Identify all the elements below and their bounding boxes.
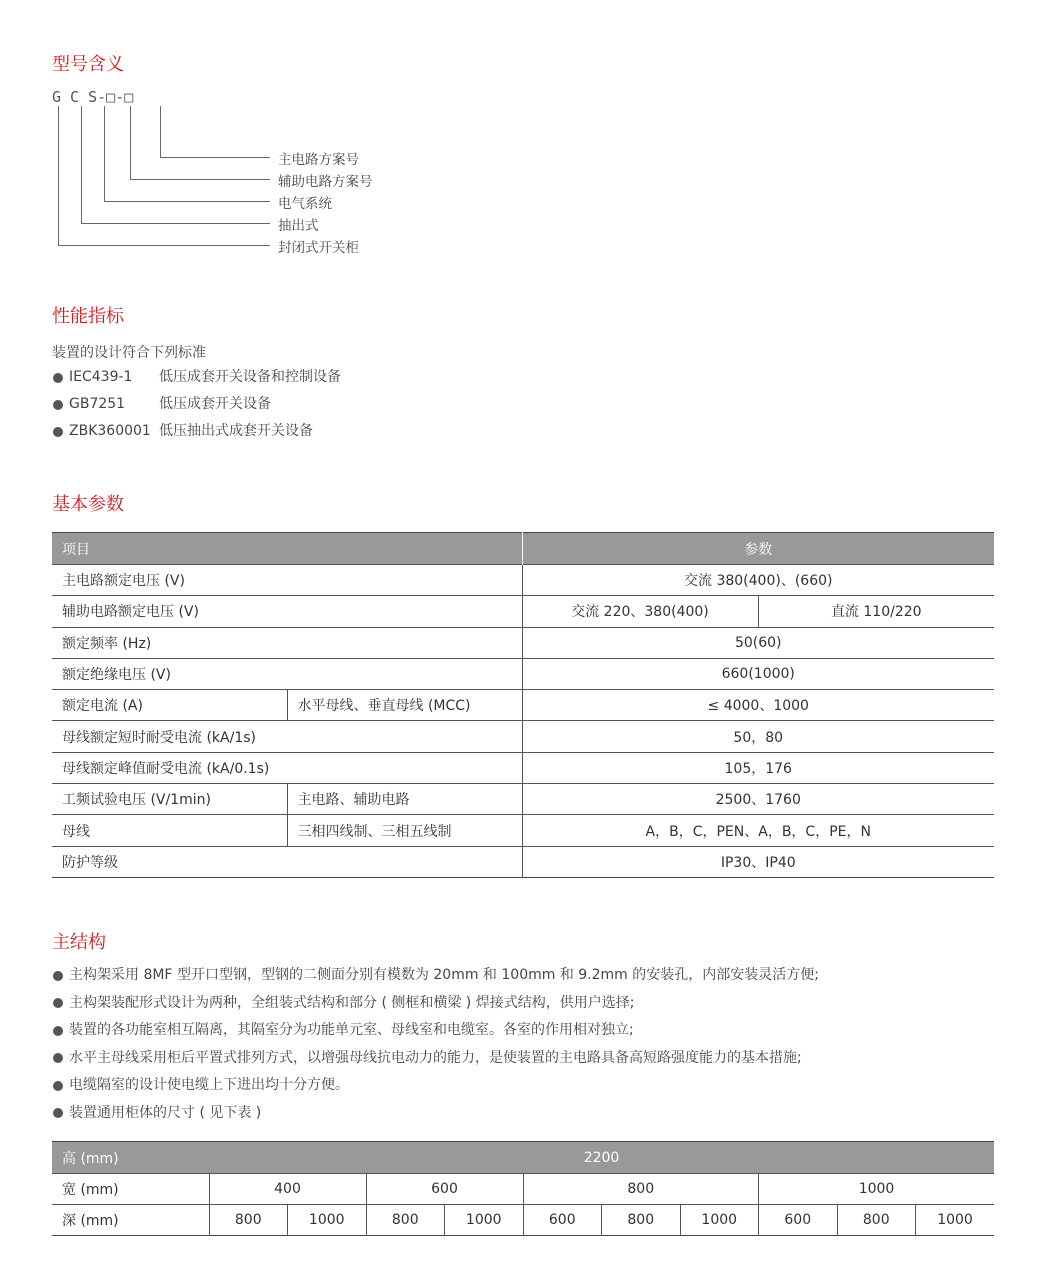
leader-line xyxy=(160,106,161,157)
leader-line xyxy=(104,106,105,201)
list-item: 电缆隔室的设计使电缆上下进出均十分方便。 xyxy=(52,1072,819,1100)
param-value: 交流 220、380(400) xyxy=(522,596,758,627)
table-row xyxy=(52,815,994,846)
table-row xyxy=(52,1174,994,1205)
leader-line xyxy=(81,106,82,223)
leader-line xyxy=(58,245,270,246)
table-row xyxy=(52,1205,994,1236)
depth-value: 800 xyxy=(366,1205,445,1236)
param-item: 主电路额定电压 (V) xyxy=(52,565,522,596)
param-item: 母线 xyxy=(52,815,287,846)
leader-line xyxy=(130,106,131,179)
height-label: 高 (mm) xyxy=(52,1142,209,1174)
list-item: 装置通用柜体的尺寸 ( 见下表 ) xyxy=(52,1100,819,1128)
table-row xyxy=(52,721,994,752)
depth-value: 1000 xyxy=(916,1205,995,1236)
list-item: 水平主母线采用柜后平置式排列方式，以增强母线抗电动力的能力，是使装置的主电路具备高短路强度能力的基本措施; xyxy=(52,1045,819,1073)
performance-intro: 装置的设计符合下列标准 xyxy=(52,345,206,361)
param-item: 额定绝缘电压 (V) xyxy=(52,658,522,689)
table-row xyxy=(52,627,994,658)
section-title-basic: 基本参数 xyxy=(52,494,124,515)
list-item: 主构架采用 8MF 型开口型钢，型钢的二侧面分别有模数为 20mm 和 100mm 和 9.2mm 的安装孔，内部安装灵活方便; xyxy=(52,962,819,990)
width-value: 1000 xyxy=(759,1174,995,1205)
leader-line xyxy=(104,201,270,202)
depth-value: 600 xyxy=(523,1205,602,1236)
list-item: 装置的各功能室相互隔离，其隔室分为功能单元室、母线室和电缆室。各室的作用相对独立; xyxy=(52,1017,819,1045)
depth-value: 800 xyxy=(837,1205,916,1236)
table-row xyxy=(52,690,994,721)
param-value: 2500、1760 xyxy=(522,784,994,815)
table-row xyxy=(52,752,994,783)
standard-desc: 低压成套开关设备和控制设备 xyxy=(159,369,341,385)
model-label: 电气系统 xyxy=(278,196,332,212)
table-row xyxy=(52,596,994,627)
depth-value: 1000 xyxy=(288,1205,367,1236)
table-header: 参数 xyxy=(522,533,994,565)
param-item: 工频试验电压 (V/1min) xyxy=(52,784,287,815)
depth-label: 深 (mm) xyxy=(52,1205,209,1236)
param-item: 母线额定峰值耐受电流 (kA/0.1s) xyxy=(52,752,522,783)
table-header: 项目 xyxy=(52,533,522,565)
table-row xyxy=(52,784,994,815)
leader-line xyxy=(130,179,270,180)
depth-value: 800 xyxy=(602,1205,681,1236)
model-label: 抽出式 xyxy=(278,218,319,234)
depth-value: 800 xyxy=(209,1205,288,1236)
standard-desc: 低压抽出式成套开关设备 xyxy=(159,423,313,439)
param-value: A，B，C，PEN、A，B，C，PE，N xyxy=(522,815,994,846)
standard-desc: 低压成套开关设备 xyxy=(159,396,271,412)
list-item xyxy=(52,391,341,418)
list-item xyxy=(52,364,341,391)
structure-list xyxy=(52,962,819,1127)
param-value: 660(1000) xyxy=(522,658,994,689)
param-value: ≤ 4000、1000 xyxy=(522,690,994,721)
param-item: 辅助电路额定电压 (V) xyxy=(52,596,522,627)
param-item: 额定电流 (A) xyxy=(52,690,287,721)
param-sub: 水平母线、垂直母线 (MCC) xyxy=(287,690,522,721)
param-item: 母线额定短时耐受电流 (kA/1s) xyxy=(52,721,522,752)
params-table xyxy=(52,532,994,878)
table-row xyxy=(52,658,994,689)
standard-code: IEC439-1 xyxy=(69,369,133,385)
param-value: 交流 380(400)、(660) xyxy=(522,565,994,596)
param-value: 50，80 xyxy=(522,721,994,752)
section-title-performance: 性能指标 xyxy=(52,306,124,327)
standards-list xyxy=(52,364,341,445)
leader-line xyxy=(160,157,270,158)
dimensions-table xyxy=(52,1141,994,1236)
table-header-row xyxy=(52,1142,994,1174)
param-value: 50(60) xyxy=(522,627,994,658)
width-value: 600 xyxy=(366,1174,523,1205)
section-title-structure: 主结构 xyxy=(52,932,106,953)
param-item: 防护等级 xyxy=(52,846,522,877)
width-value: 800 xyxy=(523,1174,759,1205)
leader-line xyxy=(58,106,59,245)
list-item xyxy=(52,418,341,445)
list-item: 主构架装配形式设计为两种，全组装式结构和部分 ( 侧框和横梁 ) 焊接式结构，供用户选择; xyxy=(52,990,819,1018)
table-header-row xyxy=(52,533,994,565)
table-row xyxy=(52,846,994,877)
param-sub: 主电路、辅助电路 xyxy=(287,784,522,815)
param-value: 直流 110/220 xyxy=(758,596,994,627)
depth-value: 1000 xyxy=(445,1205,524,1236)
width-label: 宽 (mm) xyxy=(52,1174,209,1205)
height-value: 2200 xyxy=(209,1142,994,1174)
param-value: IP30、IP40 xyxy=(522,846,994,877)
param-item: 额定频率 (Hz) xyxy=(52,627,522,658)
model-label: 主电路方案号 xyxy=(278,152,359,168)
standard-code: ZBK360001 xyxy=(69,423,151,439)
depth-value: 1000 xyxy=(680,1205,759,1236)
depth-value: 600 xyxy=(759,1205,838,1236)
standard-code: GB7251 xyxy=(69,396,126,412)
table-row xyxy=(52,565,994,596)
model-label: 辅助电路方案号 xyxy=(278,174,373,190)
leader-line xyxy=(81,223,270,224)
model-code: G C S-□-□ xyxy=(52,88,134,106)
param-value: 105，176 xyxy=(522,752,994,783)
param-sub: 三相四线制、三相五线制 xyxy=(287,815,522,846)
model-label: 封闭式开关柜 xyxy=(278,240,359,256)
width-value: 400 xyxy=(209,1174,366,1205)
section-title-model: 型号含义 xyxy=(52,54,124,75)
